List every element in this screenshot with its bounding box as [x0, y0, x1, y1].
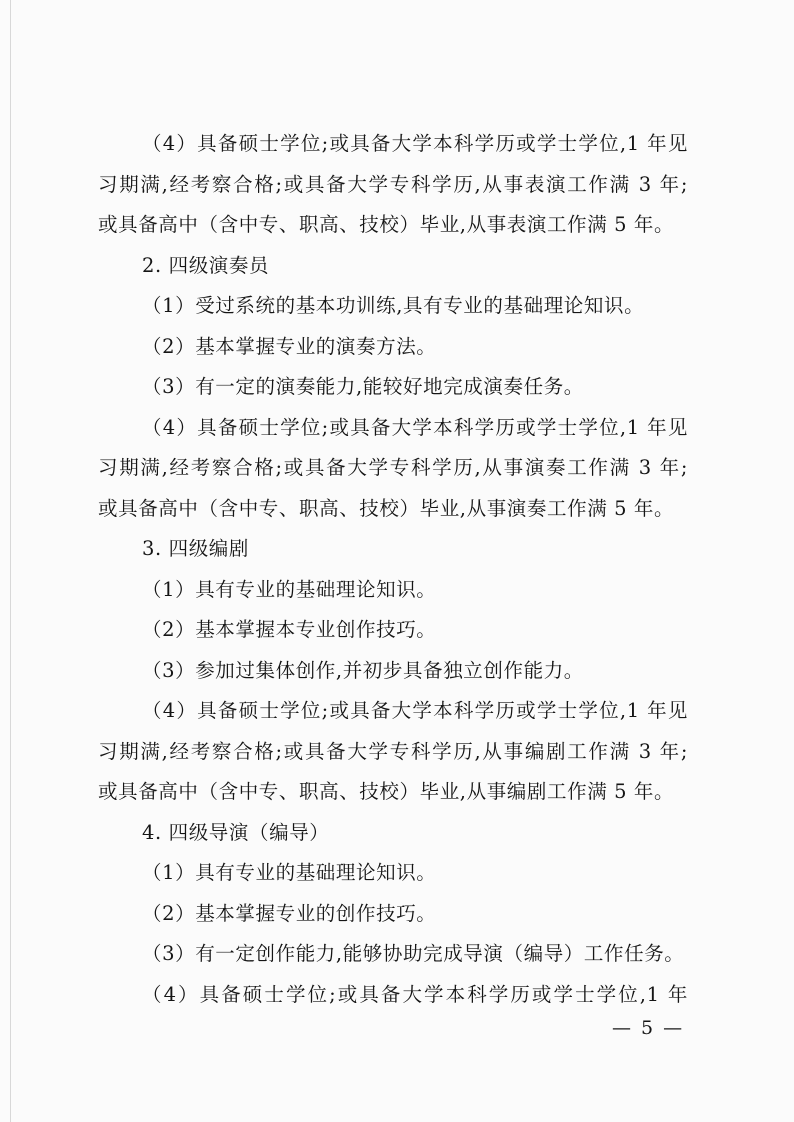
- text-line-5: （1）受过系统的基本功训练,具有专业的基础理论知识。: [142, 294, 645, 317]
- text-line-14: （3）参加过集体创作,并初步具备独立创作能力。: [142, 658, 584, 682]
- text-line-10: 或具备高中（含中专、职高、技校）毕业,从事演奏工作满 5 年。: [98, 496, 675, 520]
- scan-edge: [10, 0, 11, 1122]
- text-line-7: （3）有一定的演奏能力,能较好地完成演奏任务。: [142, 375, 584, 398]
- text-line-22: （4）具备硕士学位;或具备大学本科学历或学士学位,1 年: [142, 982, 688, 1006]
- text-line-15: （4）具备硕士学位;或具备大学本科学历或学士学位,1 年见: [142, 699, 688, 722]
- text-line-12: （1）具有专业的基础理论知识。: [142, 577, 437, 601]
- text-line-6: （2）基本掌握专业的演奏方法。: [142, 334, 437, 358]
- text-line-13: （2）基本掌握本专业创作技巧。: [142, 618, 437, 641]
- text-line-8: （4）具备硕士学位;或具备大学本科学历或学士学位,1 年见: [142, 415, 688, 439]
- text-line-2: 习期满,经考察合格;或具备大学专科学历,从事表演工作满 3 年;: [98, 172, 688, 196]
- text-line-17: 或具备高中（含中专、职高、技校）毕业,从事编剧工作满 5 年。: [98, 780, 675, 803]
- document-body: [98, 124, 688, 1015]
- section-heading-screenwriter: 3. 四级编剧: [142, 537, 250, 560]
- text-line-3: 或具备高中（含中专、职高、技校）毕业,从事表演工作满 5 年。: [98, 213, 675, 236]
- section-heading-director: 4. 四级导演（编导）: [142, 820, 330, 844]
- text-line-20: （2）基本掌握专业的创作技巧。: [142, 901, 437, 925]
- text-line-21: （3）有一定创作能力,能够协助完成导演（编导）工作任务。: [142, 942, 685, 965]
- page-number: — 5 —: [612, 1017, 685, 1039]
- text-line-9: 习期满,经考察合格;或具备大学专科学历,从事演奏工作满 3 年;: [98, 456, 688, 479]
- text-line-16: 习期满,经考察合格;或具备大学专科学历,从事编剧工作满 3 年;: [98, 739, 688, 763]
- text-line-1: （4）具备硕士学位;或具备大学本科学历或学士学位,1 年见: [142, 132, 688, 155]
- text-line-19: （1）具有专业的基础理论知识。: [142, 861, 437, 884]
- section-heading-performer: 2. 四级演奏员: [142, 253, 270, 277]
